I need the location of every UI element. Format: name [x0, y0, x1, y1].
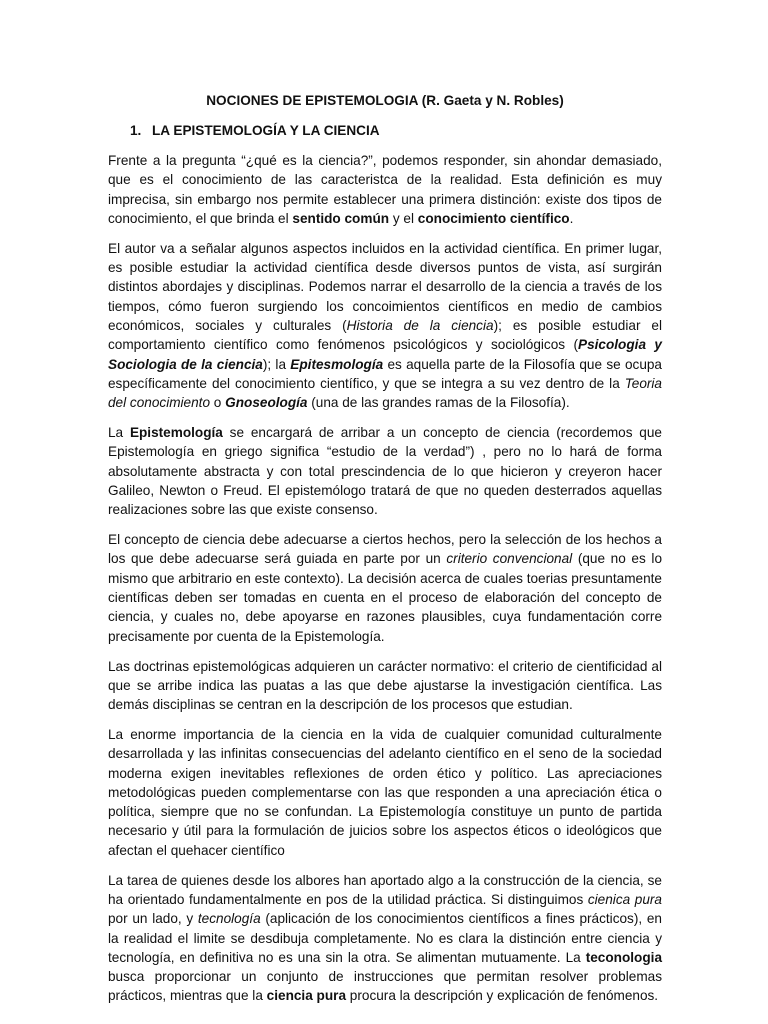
- paragraph-4: [108, 530, 662, 646]
- paragraph-3: [108, 423, 662, 519]
- text-run: ); la: [262, 356, 291, 372]
- section-title: LA EPISTEMOLOGÍA Y LA CIENCIA: [152, 123, 380, 138]
- paragraph-2: [108, 239, 662, 413]
- text-run: criterio convencional: [446, 551, 573, 567]
- paragraph-6: [108, 725, 662, 860]
- text-run: por un lado, y: [108, 911, 198, 927]
- text-run: La tarea de quienes desde los albores han aportado algo a la construcción de la ciencia, se ha orientado fundamentalmente en pos de la utilidad práctica. Si distinguimos: [108, 872, 662, 907]
- text-run: sentido común: [292, 210, 390, 226]
- text-run: .: [569, 210, 574, 226]
- text-run: Teoria del conocimiento: [108, 375, 662, 411]
- text-run: El autor va a señalar algunos aspectos incluidos en la actividad científica. En primer lugar, es posible estudiar la actividad científica desde diversos puntos de vista, así surgirán distintos abordajes y disciplinas. Podemos narrar el desarrollo de la ciencia a través de los tiempos, cómo fueron surgiendo los concoimientos científicos en medio de cambios económicos, sociales y culturales (: [108, 240, 662, 333]
- text-run: Gnoseología: [225, 395, 308, 411]
- text-run: (que no es lo mismo que arbitrario en este contexto). La decisión acerca de cuales toerias presuntamente científicas deben ser tomadas en cuenta en el proceso de elaboración del concepto de ciencia, y cuales no, debe apoyarse en razones plausibles, cuya fundamentación corre precisamente por cuenta de la Epistemología.: [108, 551, 663, 644]
- text-run: tecnología: [197, 911, 261, 927]
- section-number: 1.: [130, 123, 142, 138]
- text-run: conocimiento científico: [417, 210, 570, 226]
- text-run: ); es posible estudiar el comportamiento científico como fenómenos psicológicos y sociológicos (: [108, 317, 662, 353]
- text-run: y el: [389, 210, 418, 226]
- text-run: La: [108, 425, 130, 441]
- text-run: se encargará de arribar a un concepto de ciencia (recordemos que Epistemología en griego significa “estudio de la verdad”) , pero no lo hará de forma absolutamente abstracta y con total prescindencia de lo que hicieron y creyeron hacer Galileo, Newton o Freud. El epistemólogo tratará de que no queden desterrados aquellas realizaciones sobre las que existe consenso.: [108, 425, 662, 518]
- document-title: NOCIONES DE EPISTEMOLOGIA (R. Gaeta y N. Robles): [206, 93, 564, 108]
- paragraph-1: [108, 151, 662, 228]
- text-run: El concepto de ciencia debe adecuarse a ciertos hechos, pero la selección de los hechos a los que debe adecuarse será guiada en parte por un: [108, 532, 662, 567]
- section-heading: [130, 122, 662, 140]
- text-run: ciencia pura: [266, 988, 347, 1004]
- text-run: Psicologia y Sociologia de la ciencia: [108, 337, 662, 372]
- text-run: procura la descripción y explicación de fenómenos.: [346, 988, 659, 1004]
- text-run: busca proporcionar un conjunto de instrucciones que permitan resolver problemas prácticos, mientras que la: [108, 969, 662, 1004]
- paragraph-7: [108, 871, 662, 1006]
- text-run: Las doctrinas epistemológicas adquieren un carácter normativo: el criterio de cientificidad al que se arribe indica las puatas a las que debe ajustarse la investigación científica. Las demás disciplinas se centran en la descripción de los procesos que estudian.: [108, 658, 662, 713]
- text-run: Frente a la pregunta “¿qué es la ciencia?”, podemos responder, sin ahondar demasiado, que es el conocimiento de las caracteristca de la realidad. Esta definición es muy imprecisa, sin embargo nos permite establecer una primera distinción: existe dos tipos de conocimiento, el que brinda el: [108, 153, 662, 226]
- document-body: [108, 151, 662, 1006]
- text-run: Historia de la ciencia: [346, 317, 494, 333]
- text-run: Epitesmología: [290, 356, 384, 372]
- paragraph-5: [108, 657, 662, 715]
- text-run: o: [210, 395, 226, 411]
- text-run: (una de las grandes ramas de la Filosofía).: [307, 395, 570, 411]
- text-run: (aplicación de los conocimientos científicos a fines prácticos), en la realidad el limite se desdibuja completamente. No es clara la distinción entre ciencia y tecnología, en definitiva no es una sin la otra. Se alimentan mutuamente. La: [108, 911, 662, 965]
- text-run: Epistemología: [129, 425, 223, 441]
- text-run: cienica pura: [587, 891, 662, 907]
- text-run: es aquella parte de la Filosofía que se ocupa específicamente del conocimiento científico, y que se integra a su vez dentro de la: [108, 356, 662, 391]
- text-run: La enorme importancia de la ciencia en la vida de cualquier comunidad culturalmente desarrollada y las infinitas consecuencias del adelanto científico en el seno de la sociedad moderna exigen inevitables reflexiones de orden ético y político. Las apreciaciones metodológicas pueden complementarse con las que responden a una apreciación ética o política, siempre que no se confundan. La Epistemología constituye un punto de partida necesario y útil para la formulación de juicios sobre los aspectos éticos o ideológicos que afectan el quehacer científico: [108, 726, 662, 858]
- text-run: teconologia: [585, 949, 662, 965]
